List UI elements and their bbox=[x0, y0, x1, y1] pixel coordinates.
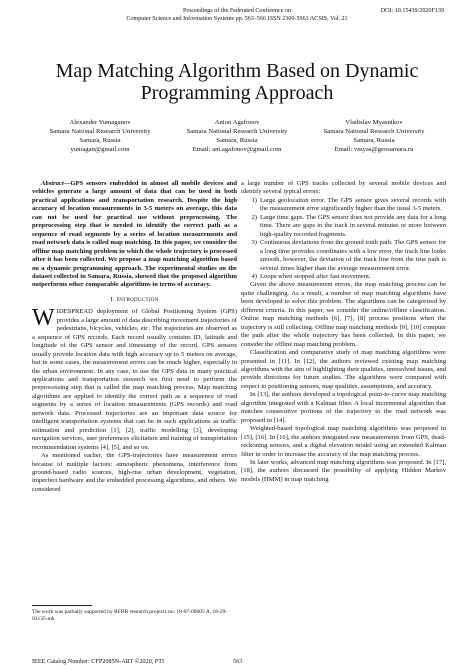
drop-cap: W bbox=[32, 305, 55, 332]
section-heading-introduction: I. Introduction bbox=[110, 295, 159, 303]
list-item bbox=[241, 197, 446, 214]
author-name: Vladislav Myasnikov bbox=[345, 119, 403, 126]
abstract-lead: Abstract bbox=[41, 180, 64, 187]
list-number: 4) bbox=[251, 272, 257, 280]
author-name: Anton Agafonov bbox=[214, 119, 260, 126]
list-text: Continuous deviations from the ground truth path. The GPS sensor for a long time provides coordinates with a low error, the track line looks smooth, however, the deviation of the track line from the true path is several times higher than the average measurement error. bbox=[260, 239, 446, 272]
body-paragraph: In later works, advanced map matching algorithms was proposed. In [17], [18], the authors discussed the possibility of applying Hidden Markov models (HMM) in map matching bbox=[241, 458, 446, 483]
list-text: Large time gaps. The GPS sensor does not provide any data for a long time. There are gaps in the track in several minutes or more between high-quality recorded fragments. bbox=[260, 213, 446, 238]
intro-paragraph-2: As mentioned earlier, the GPS-trajectories have measurement errors because of multiple factors: atmospheric phenomena, interference from ground-based radio sources, high-rise urban development, vegetation, imperfect hardware and the embedded processing algorithms, and others. We considered bbox=[32, 452, 237, 493]
author-name: Alexander Yumaganov bbox=[69, 119, 131, 126]
author-email: yumagan@gmail.com bbox=[70, 146, 130, 153]
intro-paragraph-1 bbox=[32, 305, 237, 452]
header-proceedings: Proceedings of the Federated Conference on bbox=[182, 8, 292, 14]
header-journal-info: Computer Science and Information Systems pp. 563–566 ISSN 2300-5963 ACSIS, Vol. 21 bbox=[126, 16, 348, 22]
list-number: 3) bbox=[251, 239, 257, 247]
body-paragraph: In [13], the authors developed a topological point-to-curve map matching algorithm integrated with a Kalman filter. A local incremental algorithm that matches consecutive portions of the trajectory to the road network was proposed in [14]. bbox=[241, 391, 446, 424]
paper-title bbox=[0, 60, 474, 104]
intro-paragraph-1-text: IDESPREAD deployment of Global Positioning System (GPS) provides a large amount of data describing movement trajectories of pedestrians, bicycles, vehicles, etc. The trajectories are observed as a sequence of GPS records. Each record usually contains ID, latitude and longitude of the GPS sensor and timestamp of the record. GPS sensors usually provide location data with high accuracy up to 5 meters on average, but in some cases, the measurement errors can be much higher, especially in the urban environment. In any case, to use the GPS data in many practical applications and transportation research we first need to perform the preprocessing step that is called the map matching process. Map matching algorithms are applied to identify the correct path as a sequence of road segments by a series of location measurements (GPS records) and road network data. Processed trajectories are an important data source for intelligent transportation systems that can be in such applications as traffic estimation and prediction [1], [2], traffic modelling [3], developing navigation services, user preferences elicitation and training of transportation recommendation systems [4], [5], and so on. bbox=[32, 308, 237, 451]
abstract bbox=[32, 180, 237, 290]
page-number: 563 bbox=[233, 658, 243, 665]
body-paragraph: Classification and comparative study of map matching algorithms were presented in [11]. In [12], the authors reviewed existing map matching algorithms with the aim of highlighting their qualities, unresolved issues, and provide directions for future studies. The algorithms were compared with respect to positioning sensors, map qualities, assumptions, and accuracy. bbox=[241, 349, 446, 390]
abstract-text: —GPS sensors embedded in almost all mobile devices and vehicles generate a large amount of data that can be used in both practical applications and transportation research. Despite the high accuracy of location measurements in 3-5 meters on average, this data can not be used for practical use without preprocessing. The preprocessing step that is needed to identify the correct path as a sequence of road segments by a series of location measurements and road network data is called map matching. In this paper, we consider the offline map matching problem in which the whole trajectory is processed after it has been collected. We propose a map matching algorithm based on a dynamic programming approach. The experimental studies on the dataset collected in Samara, Russia, showed that the proposed algorithm outperforms other comparable algorithms in terms of accuracy. bbox=[32, 180, 237, 289]
author-1 bbox=[30, 118, 170, 154]
funding-note: The work was partially supported by RFBR research projects no. 18-07-00605 A, 18-29-03135-mk bbox=[32, 609, 228, 622]
list-text: Large geolocation error. The GPS sensor gives several records with the measurement error significantly higher than the usual 3-5 meters. bbox=[260, 196, 446, 213]
list-item bbox=[241, 273, 446, 281]
author-3 bbox=[304, 118, 444, 154]
list-text: Loops when stopped after fast movement. bbox=[260, 272, 371, 280]
footnote bbox=[32, 605, 237, 623]
right-column bbox=[241, 180, 446, 484]
body-paragraph: Weighted-based topological map matching algorithms was proposed in [15], [16]. In [16], the authors integrated raw measurements from GPS, dead-reckoning sensors, and a digital elevation model using an extended Kalman filter in order to increase the accuracy of the map matching process. bbox=[241, 425, 446, 458]
author-email: Email: vmyas@geosamara.ru bbox=[334, 146, 414, 153]
list-number: 1) bbox=[251, 196, 257, 204]
author-location: Samara, Russia bbox=[79, 137, 121, 144]
header-doi: DOI: 10.15439/2020F139 bbox=[380, 8, 444, 14]
author-affiliation: Samara National Research University bbox=[186, 128, 288, 135]
left-column bbox=[32, 180, 237, 494]
body-paragraph: Given the above measurement errors, the map matching process can be quite challenging. As a result, a number of map matching algorithms have been developed to solve this problem. The algorithms can be categorized by different criteria. In this paper, we consider the online/offline classification. Online map matching methods [6], [7], [8] process positions when the trajectory is still collecting. Offline map matching methods [9], [10] compute the path after the whole trajectory has been collected. In this paper, we consider the offline map matching problem. bbox=[241, 281, 446, 348]
author-affiliation: Samara National Research University bbox=[49, 128, 151, 135]
error-list bbox=[241, 197, 446, 282]
author-2 bbox=[167, 118, 307, 154]
author-email: Email: ant.agafonov@gmail.com bbox=[192, 146, 282, 153]
title-line-2: Programming Approach bbox=[140, 82, 334, 104]
author-location: Samara, Russia bbox=[353, 137, 395, 144]
author-affiliation: Samara National Research University bbox=[323, 128, 425, 135]
list-number: 2) bbox=[251, 213, 257, 221]
title-line-1: Map Matching Algorithm Based on Dynamic bbox=[55, 60, 419, 82]
catalog-number: IEEE Catalog Number: CFP2085N-ART ©2020, PTI bbox=[32, 658, 165, 665]
list-item bbox=[241, 214, 446, 239]
footnote-rule bbox=[32, 605, 92, 606]
author-location: Samara, Russia bbox=[216, 137, 258, 144]
list-item bbox=[241, 239, 446, 273]
errors-intro: a large number of GPS tracks collected by several mobile devices and identify several typical errors: bbox=[241, 180, 446, 196]
